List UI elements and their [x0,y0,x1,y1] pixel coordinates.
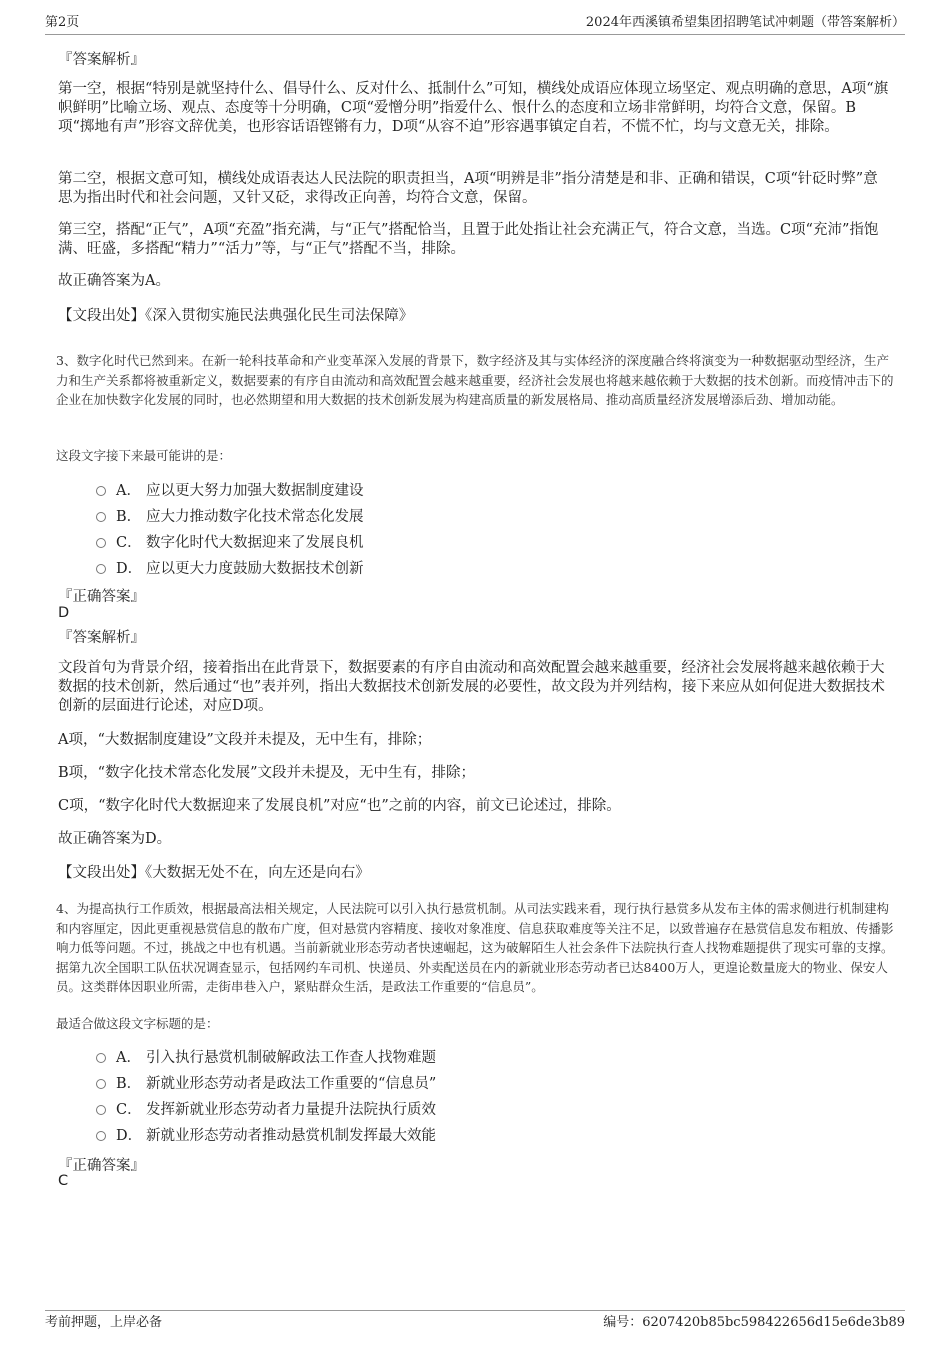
analysis-paragraph: 第一空，根据“特别是就坚持什么、倡导什么、反对什么、抵制什么”可知，横线处成语应体现立场坚定、观点明确的意思，A项“旗帜鲜明”比喻立场、观点、态度等十分明确，C项“爱憎分明”指爱什么、恨什么的态度和立场非常鲜明，均符合文意，保留。B项“掷地有声”形容文辞优美，也形容话语铿锵有力，D项“从容不迫”形容遇事镇定自若，不慌不忙，均与文意无关，排除。 [58,81,889,135]
option-b[interactable]: B． 应大力推动数字化技术常态化发展 [96,507,364,527]
analysis-paragraph: C项，“数字化时代大数据迎来了发展良机”对应“也”之前的内容，前文已论述过，排除。 [58,798,621,814]
option-b[interactable]: B． 新就业形态劳动者是政法工作重要的“信息员” [96,1074,436,1094]
analysis-conclusion: 故正确答案为D。 [58,831,172,847]
option-d[interactable]: D． 新就业形态劳动者推动悬赏机制发挥最大效能 [96,1126,436,1146]
document-title: 2024年西溪镇希望集团招聘笔试冲刺题（带答案解析） [585,15,905,30]
analysis-paragraph: 第二空，根据文意可知，横线处成语表达人民法院的职责担当，A项“明辨是非”指分清楚是和非、正确和错误，C项“针砭时弊”意思为指出时代和社会问题，又针又砭，求得改正向善，均符合文意，保留。 [58,171,878,206]
footer-slogan: 考前押题，上岸必备 [45,1315,163,1330]
analysis-paragraph: 文段首句为背景介绍，接着指出在此背景下，数据要素的有序自由流动和高效配置会越来越重要，经济社会发展将越来越依赖于大数据的技术创新，然后通过“也”表并列，指出大数据技术创新发展的必要性，故文段为并列结构，接下来应从如何促进大数据技术创新的层面进行论述，对应D项。 [58,660,885,714]
option-a[interactable]: A． 应以更大努力加强大数据制度建设 [96,481,364,501]
correct-answer: D [58,605,70,621]
question-prompt: 最适合做这段文字标题的是： [56,1016,219,1031]
answer-label: 『正确答案』 [58,589,145,605]
analysis-label: 『答案解析』 [58,52,145,68]
radio-icon[interactable] [96,1105,106,1115]
analysis-conclusion: 故正确答案为A。 [58,273,170,289]
radio-icon[interactable] [96,564,106,574]
page-number: 第2页 [45,15,80,30]
question-text: 3、数字化时代已然到来。在新一轮科技革命和产业变革深入发展的背景下，数字经济及其与实体经济的深度融合终将演变为一种数据驱动型经济，生产力和生产关系都将被重新定义，数据要素的有序自由流动和高效配置会越来越重要，经济社会发展也将越来越依赖于大数据的技术创新。而疫情冲击下的企业在加快数字化发展的同时，也必然期望和用大数据的技术创新发展为构建高质量的新发展格局、推动高质量经济发展增添后劲、增加动能。 [56,353,894,407]
option-c[interactable]: C． 发挥新就业形态劳动者力量提升法院执行质效 [96,1100,436,1120]
question-prompt: 这段文字接下来最可能讲的是： [56,448,232,463]
source-note: 【文段出处】《深入贯彻实施民法典强化民生司法保障》 [58,308,414,324]
option-d[interactable]: D． 应以更大力度鼓励大数据技术创新 [96,559,364,579]
correct-answer: C [58,1173,69,1189]
page-footer [45,1310,905,1333]
document-id: 编号：6207420b85bc598422656d15e6de3b89 [603,1315,905,1330]
source-note: 【文段出处】《大数据无处不在，向左还是向右》 [58,865,370,881]
radio-icon[interactable] [96,538,106,548]
question-text: 4、为提高执行工作质效，根据最高法相关规定，人民法院可以引入执行悬赏机制。从司法实践来看，现行执行悬赏多从发布主体的需求侧进行机制建构和内容厘定，因此更重视悬赏信息的散布广度，但对悬赏内容精度、接收对象准度、信息获取难度等关注不足，以致普遍存在悬赏信息发布粗放、传播影响力低等问题。不过，挑战之中也有机遇。当前新就业形态劳动者快速崛起，这为破解陌生人社会条件下法院执行查人找物难题提供了现实可靠的支撑。据第九次全国职工队伍状况调查显示，包括网约车司机、快递员、外卖配送员在内的新就业形态劳动者已达8400万人，更遑论数量庞大的物业、保安人员。这类群体因职业所需，走街串巷入户，紧贴群众生活，是政法工作重要的“信息员”。 [56,901,894,994]
radio-icon[interactable] [96,1053,106,1063]
analysis-paragraph: A项，“大数据制度建设”文段并未提及，无中生有，排除； [58,732,432,748]
answer-label: 『正确答案』 [58,1158,145,1174]
radio-icon[interactable] [96,486,106,496]
analysis-paragraph: B项，“数字化技术常态化发展”文段并未提及，无中生有，排除； [58,765,475,781]
analysis-label: 『答案解析』 [58,630,145,646]
option-a[interactable]: A． 引入执行悬赏机制破解政法工作查人找物难题 [96,1048,436,1068]
page-header [45,14,905,35]
option-c[interactable]: C． 数字化时代大数据迎来了发展良机 [96,533,364,553]
radio-icon[interactable] [96,1131,106,1141]
analysis-paragraph: 第三空，搭配“正气”，A项“充盈”指充满，与“正气”搭配恰当，且置于此处指让社会充满正气，符合文意，当选。C项“充沛”指饱满、旺盛，多搭配“精力”“活力”等，与“正气”搭配不当，排除。 [58,222,879,257]
radio-icon[interactable] [96,512,106,522]
radio-icon[interactable] [96,1079,106,1089]
